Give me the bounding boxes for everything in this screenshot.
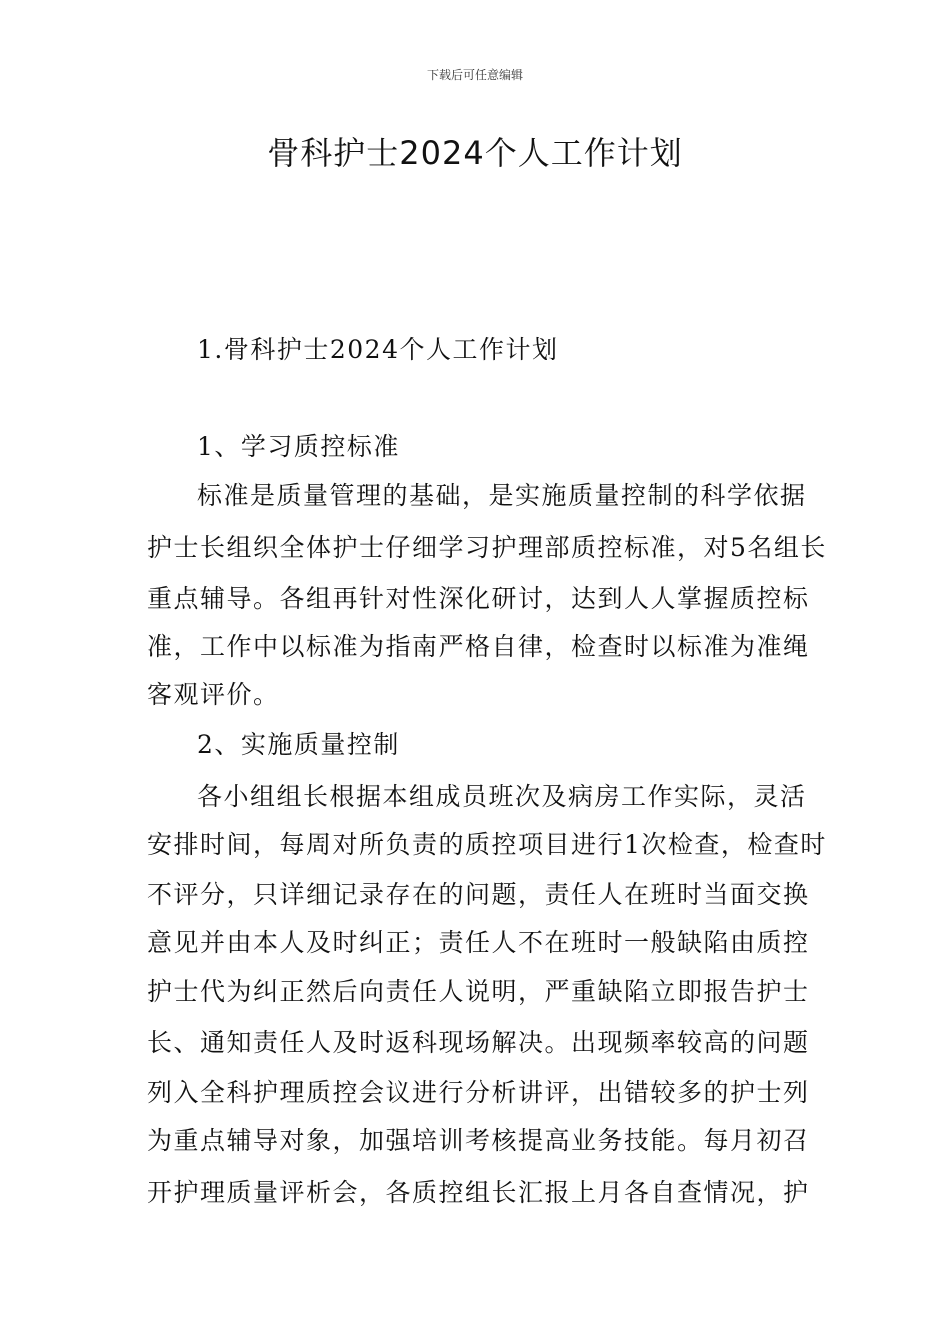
header-note: 下载后可任意编辑 bbox=[426, 68, 523, 82]
paragraph-line: 意见并由本人及时纠正；责任人不在班时一般缺陷由质控 bbox=[147, 928, 810, 957]
paragraph-line: 开护理质量评析会，各质控组长汇报上月各自查情况，护 bbox=[147, 1178, 810, 1207]
paragraph-line: 护士长组织全体护士仔细学习护理部质控标准，对5名组长 bbox=[147, 533, 827, 562]
paragraph-line: 长、通知责任人及时返科现场解决。出现频率较高的问题 bbox=[147, 1028, 810, 1057]
section2-heading: 2、实施质量控制 bbox=[197, 730, 400, 759]
document-title: 骨科护士2024个人工作计划 bbox=[267, 134, 683, 172]
paragraph-line: 标准是质量管理的基础，是实施质量控制的科学依据 bbox=[197, 481, 807, 510]
paragraph-line: 安排时间，每周对所负责的质控项目进行1次检查，检查时 bbox=[147, 830, 827, 859]
paragraph-line: 准，工作中以标准为指南严格自律，检查时以标准为准绳 bbox=[147, 632, 810, 661]
subtitle-line: 1.骨科护士2024个人工作计划 bbox=[197, 335, 559, 364]
paragraph-line: 为重点辅导对象，加强培训考核提高业务技能。每月初召 bbox=[147, 1126, 810, 1155]
section1-heading: 1、学习质控标准 bbox=[197, 432, 400, 461]
paragraph-line: 护士代为纠正然后向责任人说明，严重缺陷立即报告护士 bbox=[147, 977, 810, 1006]
paragraph-line: 重点辅导。各组再针对性深化研讨，达到人人掌握质控标 bbox=[147, 584, 810, 613]
paragraph-line: 各小组组长根据本组成员班次及病房工作实际，灵活 bbox=[197, 782, 807, 811]
paragraph-line: 列入全科护理质控会议进行分析讲评，出错较多的护士列 bbox=[147, 1078, 810, 1107]
paragraph-line: 不评分，只详细记录存在的问题，责任人在班时当面交换 bbox=[147, 880, 810, 909]
paragraph-line: 客观评价。 bbox=[147, 680, 280, 709]
